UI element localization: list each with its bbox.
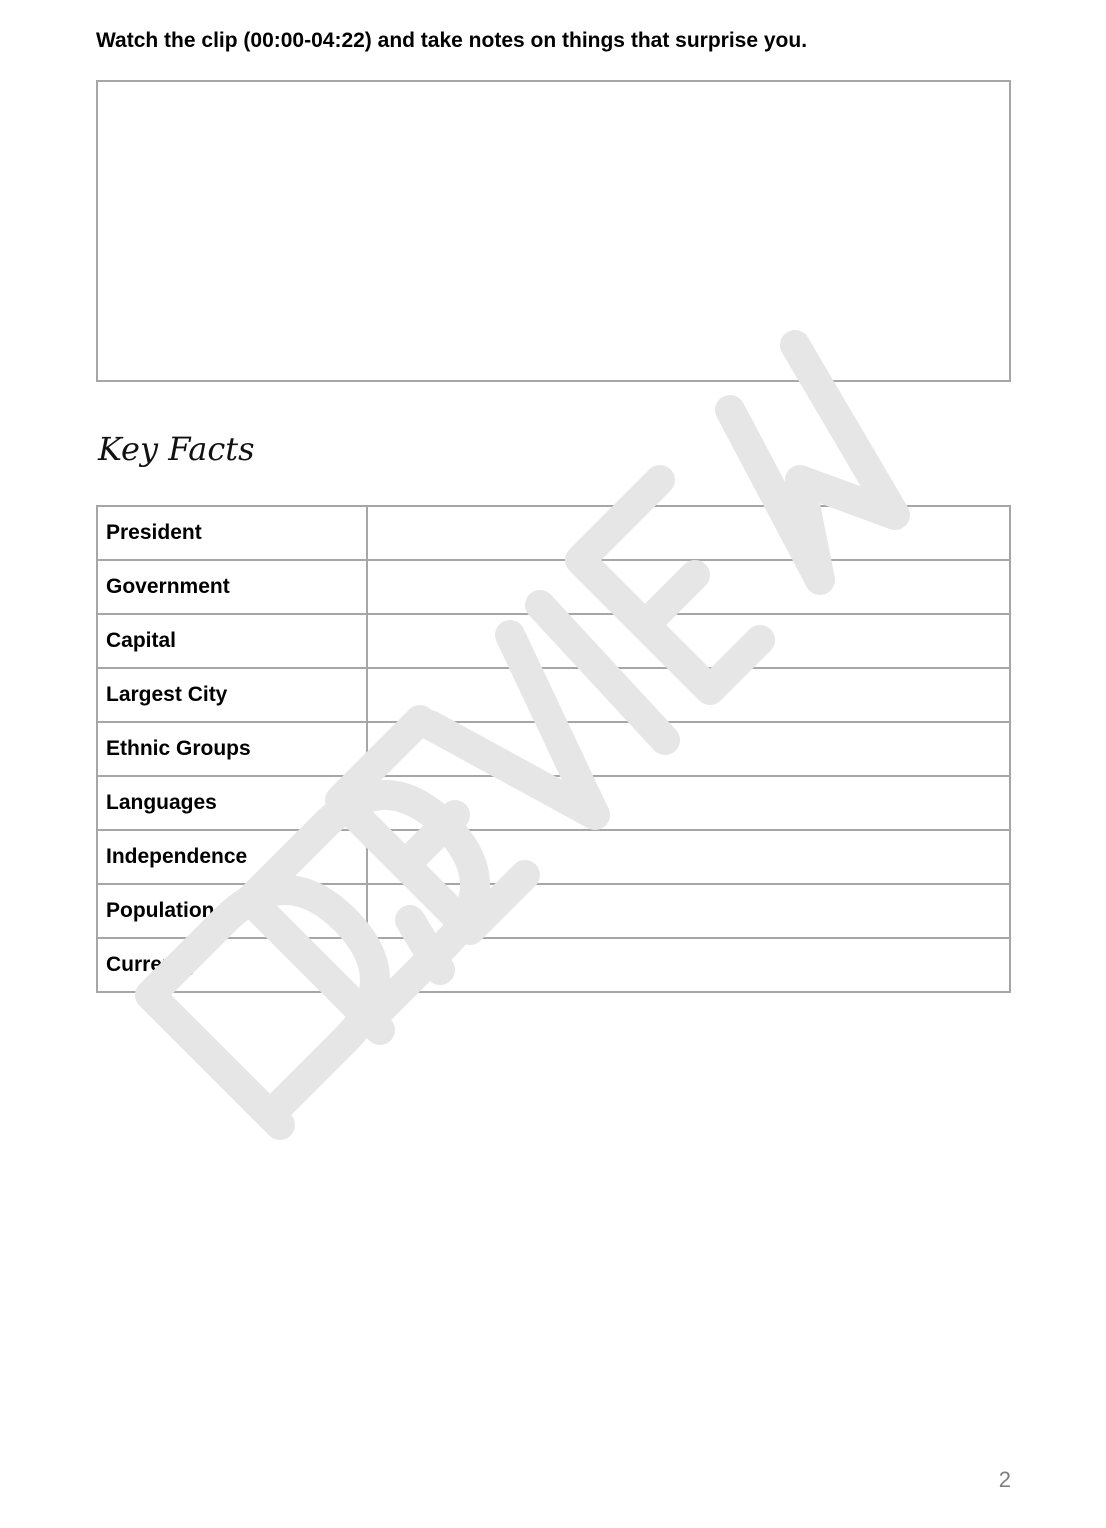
- fact-input-population[interactable]: [367, 884, 1010, 938]
- table-row: [97, 560, 1010, 614]
- fact-label-largest-city: Largest City: [97, 668, 367, 722]
- fact-label-independence: Independence: [97, 830, 367, 884]
- fact-label-currency: Currency: [97, 938, 367, 992]
- key-facts-heading: Key Facts: [98, 430, 255, 468]
- page-number: 2: [998, 1467, 1011, 1492]
- instruction-text: Watch the clip (00:00-04:22) and take notes on things that surprise you.: [96, 29, 808, 52]
- key-facts-table: [96, 505, 1011, 993]
- table-row: [97, 884, 1010, 938]
- table-row: [97, 776, 1010, 830]
- table-row: [97, 668, 1010, 722]
- fact-label-languages: Languages: [97, 776, 367, 830]
- fact-input-capital[interactable]: [367, 614, 1010, 668]
- fact-label-population: Population: [97, 884, 367, 938]
- fact-input-president[interactable]: [367, 506, 1010, 560]
- table-row: [97, 938, 1010, 992]
- fact-label-ethnic-groups: Ethnic Groups: [97, 722, 367, 776]
- table-row: [97, 614, 1010, 668]
- table-row: [97, 830, 1010, 884]
- fact-input-government[interactable]: [367, 560, 1010, 614]
- fact-input-currency[interactable]: [367, 938, 1010, 992]
- table-row: [97, 722, 1010, 776]
- fact-input-languages[interactable]: [367, 776, 1010, 830]
- fact-label-government: Government: [97, 560, 367, 614]
- fact-input-ethnic-groups[interactable]: [367, 722, 1010, 776]
- table-row: [97, 506, 1010, 560]
- fact-input-independence[interactable]: [367, 830, 1010, 884]
- fact-input-largest-city[interactable]: [367, 668, 1010, 722]
- fact-label-capital: Capital: [97, 614, 367, 668]
- notes-box[interactable]: [96, 80, 1011, 382]
- fact-label-president: President: [97, 506, 367, 560]
